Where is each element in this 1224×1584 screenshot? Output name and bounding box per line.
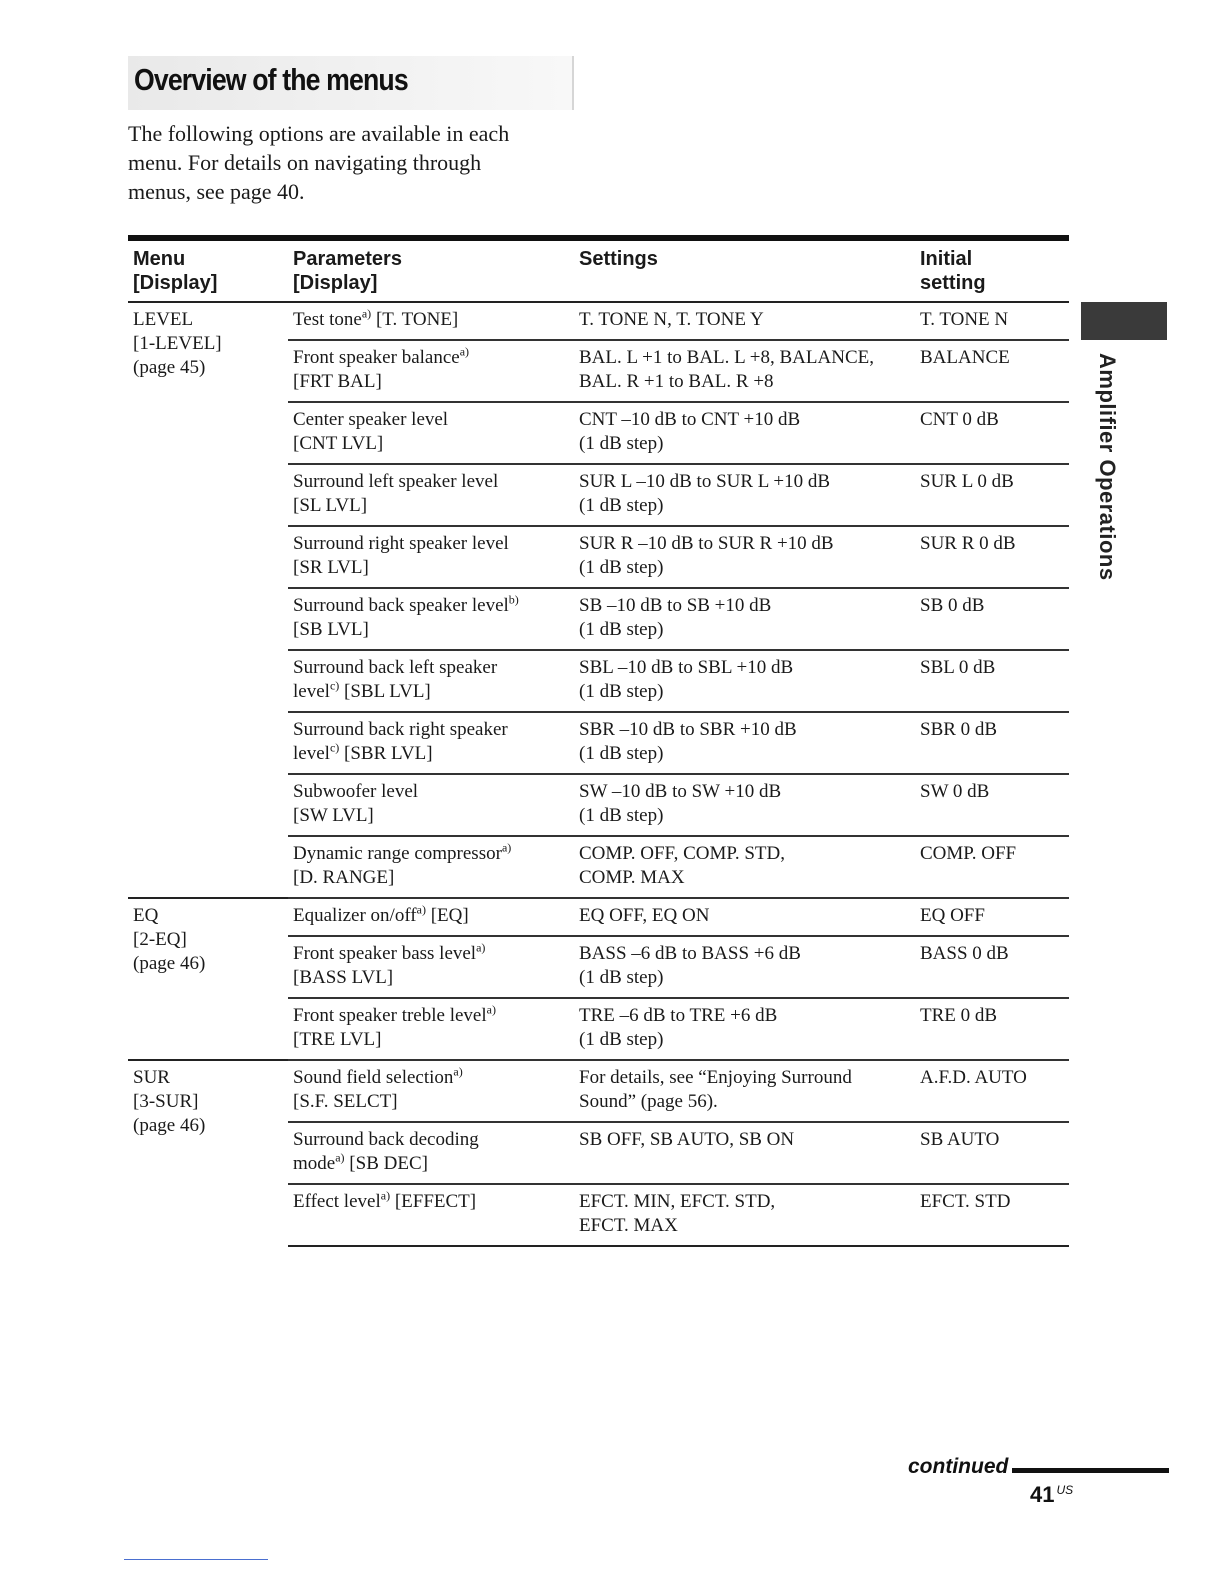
parameter-display: [S.F. SELCT]	[293, 1091, 398, 1112]
parameter-line-display: [SB DEC]	[344, 1153, 428, 1174]
parameter-line	[293, 1004, 568, 1028]
settings-cell	[574, 1184, 915, 1246]
parameter-display: [SB LVL]	[293, 619, 369, 640]
settings-line: (1 dB step)	[579, 681, 664, 702]
settings-line: EQ OFF, EQ ON	[579, 905, 710, 926]
parameter-cell	[288, 1122, 574, 1184]
parameter-line-text: Front speaker balance	[293, 347, 460, 368]
initial-setting-cell: SB 0 dB	[915, 588, 1069, 650]
settings-line: (1 dB step)	[579, 1029, 664, 1050]
parameter-display: [D. RANGE]	[293, 867, 395, 888]
menu-cell	[128, 898, 288, 1060]
footnote-marker: b)	[508, 592, 519, 607]
settings-line: COMP. MAX	[579, 867, 685, 888]
parameter-line-display: [EFFECT]	[390, 1191, 477, 1212]
footnote-marker: a)	[361, 306, 372, 321]
initial-setting-cell: A.F.D. AUTO	[915, 1060, 1069, 1122]
header-menu	[128, 238, 288, 302]
table-row	[128, 1060, 1069, 1122]
header-initial-line2: setting	[920, 272, 986, 294]
table-row	[128, 898, 1069, 936]
footnote-rule	[124, 1559, 268, 1560]
settings-cell	[574, 650, 915, 712]
section-tab-marker	[1081, 302, 1167, 340]
settings-cell	[574, 302, 915, 340]
header-settings-line1: Settings	[579, 248, 658, 270]
parameter-line	[293, 346, 568, 370]
parameter-line	[293, 1152, 568, 1176]
parameter-line-text: Surround back decoding	[293, 1129, 479, 1150]
parameter-line	[293, 718, 568, 742]
parameter-line	[293, 308, 568, 332]
initial-setting-cell: SUR L 0 dB	[915, 464, 1069, 526]
header-menu-line1: Menu	[133, 248, 186, 270]
settings-line: (1 dB step)	[579, 433, 664, 454]
settings-line: (1 dB step)	[579, 805, 664, 826]
section-side-label: Amplifier Operations	[1095, 353, 1120, 581]
parameter-cell	[288, 302, 574, 340]
parameter-cell	[288, 836, 574, 898]
parameter-cell	[288, 650, 574, 712]
parameter-line-text: Center speaker level	[293, 409, 449, 430]
footnote-marker: c)	[329, 678, 340, 693]
settings-cell	[574, 402, 915, 464]
parameter-line-text: Effect level	[293, 1191, 381, 1212]
table-row	[128, 302, 1069, 340]
settings-line: SB –10 dB to SB +10 dB	[579, 595, 772, 616]
parameter-line-text: Front speaker treble level	[293, 1005, 487, 1026]
settings-cell	[574, 898, 915, 936]
settings-line: SBL –10 dB to SBL +10 dB	[579, 657, 794, 678]
page-number-value: 41	[1030, 1482, 1055, 1507]
initial-setting-cell: BALANCE	[915, 340, 1069, 402]
parameter-cell	[288, 588, 574, 650]
parameter-line	[293, 594, 568, 618]
parameter-line-text: Surround back speaker level	[293, 595, 509, 616]
settings-cell	[574, 340, 915, 402]
settings-cell	[574, 588, 915, 650]
initial-setting-cell: COMP. OFF	[915, 836, 1069, 898]
parameter-cell	[288, 340, 574, 402]
parameter-line	[293, 680, 568, 704]
settings-line: CNT –10 dB to CNT +10 dB	[579, 409, 801, 430]
page-number-suffix: US	[1056, 1482, 1074, 1497]
initial-setting-cell: TRE 0 dB	[915, 998, 1069, 1060]
settings-cell	[574, 464, 915, 526]
settings-line: EFCT. MIN, EFCT. STD,	[579, 1191, 776, 1212]
page-number	[1030, 1482, 1073, 1508]
settings-line: SBR –10 dB to SBR +10 dB	[579, 719, 797, 740]
initial-setting-cell: EFCT. STD	[915, 1184, 1069, 1246]
parameter-cell	[288, 1060, 574, 1122]
settings-cell	[574, 936, 915, 998]
parameter-line-text: Sound field selection	[293, 1067, 454, 1088]
parameter-line	[293, 470, 568, 494]
parameter-line	[293, 1190, 568, 1214]
parameter-line	[293, 904, 568, 928]
menu-cell	[128, 302, 288, 898]
menu-group	[128, 1060, 1069, 1246]
header-parameters	[288, 238, 574, 302]
parameter-line	[293, 742, 568, 766]
settings-line: (1 dB step)	[579, 495, 664, 516]
menu-name-line: [3-SUR]	[133, 1091, 199, 1112]
header-parameters-line2: [Display]	[293, 272, 378, 294]
footnote-marker: a)	[416, 902, 426, 917]
initial-setting-cell: CNT 0 dB	[915, 402, 1069, 464]
intro-line: The following options are available in each	[128, 121, 510, 146]
settings-line: Sound” (page 56).	[579, 1091, 718, 1112]
settings-cell	[574, 1060, 915, 1122]
menu-name-line: (page 45)	[133, 357, 206, 378]
parameter-display: [SR LVL]	[293, 557, 369, 578]
initial-setting-cell: SBL 0 dB	[915, 650, 1069, 712]
settings-cell	[574, 774, 915, 836]
parameter-line-text: level	[293, 681, 330, 702]
footnote-marker: a)	[459, 344, 470, 359]
parameter-display: [SL LVL]	[293, 495, 368, 516]
parameter-line-text: Test tone	[293, 309, 362, 330]
intro-line: menus, see page 40.	[128, 179, 305, 204]
parameter-cell	[288, 464, 574, 526]
parameter-display: [TRE LVL]	[293, 1029, 382, 1050]
settings-line: (1 dB step)	[579, 619, 664, 640]
initial-setting-cell: SW 0 dB	[915, 774, 1069, 836]
settings-line: (1 dB step)	[579, 743, 664, 764]
footnote-marker: a)	[486, 1002, 496, 1017]
parameter-line-text: Surround back left speaker	[293, 657, 498, 678]
menu-name-line: SUR	[133, 1067, 170, 1088]
settings-line: EFCT. MAX	[579, 1215, 678, 1236]
parameter-line-text: mode	[293, 1153, 336, 1174]
parameter-line-text: Surround back right speaker	[293, 719, 508, 740]
parameter-cell	[288, 1184, 574, 1246]
footnote-marker: c)	[329, 740, 340, 755]
menu-name-line: EQ	[133, 905, 159, 926]
initial-setting-cell: SB AUTO	[915, 1122, 1069, 1184]
initial-setting-cell: T. TONE N	[915, 302, 1069, 340]
menu-name-line: (page 46)	[133, 1115, 206, 1136]
footnote-marker: a)	[453, 1064, 463, 1079]
parameter-line	[293, 408, 568, 432]
menu-name-line: LEVEL	[133, 309, 194, 330]
settings-line: SUR L –10 dB to SUR L +10 dB	[579, 471, 831, 492]
settings-line: COMP. OFF, COMP. STD,	[579, 843, 785, 864]
header-row	[128, 238, 1069, 302]
footnote-marker: a)	[380, 1188, 391, 1203]
parameter-line	[293, 1066, 568, 1090]
menu-name-line: [1-LEVEL]	[133, 333, 222, 354]
settings-cell	[574, 526, 915, 588]
parameter-line-display: [T. TONE]	[371, 309, 459, 330]
continued-rule	[1012, 1468, 1169, 1473]
parameter-cell	[288, 998, 574, 1060]
parameter-cell	[288, 898, 574, 936]
initial-setting-cell: SBR 0 dB	[915, 712, 1069, 774]
footnote-marker: a)	[501, 840, 512, 855]
parameter-line-display: [SBR LVL]	[339, 743, 433, 764]
settings-line: (1 dB step)	[579, 557, 664, 578]
menu-cell	[128, 1060, 288, 1246]
settings-cell	[574, 712, 915, 774]
parameter-display: [FRT BAL]	[293, 371, 382, 392]
page-title: Overview of the menus	[134, 62, 408, 97]
parameter-cell	[288, 712, 574, 774]
parameter-line	[293, 1128, 568, 1152]
parameter-line-text: Equalizer on/off	[293, 905, 417, 926]
continued-label: continued	[908, 1455, 1009, 1478]
parameter-line-text: Surround left speaker level	[293, 471, 499, 492]
parameter-line	[293, 532, 568, 556]
menu-name-line: [2-EQ]	[133, 929, 187, 950]
settings-line: T. TONE N, T. TONE Y	[579, 309, 764, 330]
intro-line: menu. For details on navigating through	[128, 150, 482, 175]
initial-setting-cell: SUR R 0 dB	[915, 526, 1069, 588]
header-initial-line1: Initial	[920, 248, 973, 270]
parameter-line-display: [SBL LVL]	[339, 681, 431, 702]
parameter-line	[293, 656, 568, 680]
footnote-marker: a)	[476, 940, 486, 955]
menu-group	[128, 302, 1069, 898]
parameter-line-text: level	[293, 743, 330, 764]
footnote-marker: a)	[335, 1150, 345, 1165]
header-parameters-line1: Parameters	[293, 248, 402, 270]
parameter-line-text: Surround right speaker level	[293, 533, 509, 554]
parameter-line	[293, 942, 568, 966]
settings-line: SUR R –10 dB to SUR R +10 dB	[579, 533, 834, 554]
settings-line: SW –10 dB to SW +10 dB	[579, 781, 782, 802]
parameter-line-text: Dynamic range compressor	[293, 843, 502, 864]
settings-cell	[574, 836, 915, 898]
settings-line: TRE –6 dB to TRE +6 dB	[579, 1005, 778, 1026]
menu-group	[128, 898, 1069, 1060]
header-settings	[574, 238, 915, 302]
parameter-cell	[288, 526, 574, 588]
parameter-cell	[288, 774, 574, 836]
menu-name-line: (page 46)	[133, 953, 206, 974]
parameter-cell	[288, 402, 574, 464]
parameter-line	[293, 780, 568, 804]
parameter-line-display: [EQ]	[425, 905, 469, 926]
settings-line: (1 dB step)	[579, 967, 664, 988]
parameter-line-text: Front speaker bass level	[293, 943, 477, 964]
settings-line: SB OFF, SB AUTO, SB ON	[579, 1129, 795, 1150]
initial-setting-cell: EQ OFF	[915, 898, 1069, 936]
parameter-line	[293, 842, 568, 866]
parameter-display: [SW LVL]	[293, 805, 374, 826]
settings-line: BAL. R +1 to BAL. R +8	[579, 371, 774, 392]
settings-line: BASS –6 dB to BASS +6 dB	[579, 943, 801, 964]
parameter-display: [BASS LVL]	[293, 967, 394, 988]
parameter-line-text: Subwoofer level	[293, 781, 419, 802]
header-initial	[915, 238, 1069, 302]
initial-setting-cell: BASS 0 dB	[915, 936, 1069, 998]
header-menu-line2: [Display]	[133, 272, 218, 294]
parameter-display: [CNT LVL]	[293, 433, 384, 454]
parameter-cell	[288, 936, 574, 998]
settings-line: For details, see “Enjoying Surround	[579, 1067, 852, 1088]
table-header	[128, 238, 1069, 302]
settings-cell	[574, 1122, 915, 1184]
settings-line: BAL. L +1 to BAL. L +8, BALANCE,	[579, 347, 874, 368]
menu-overview-table	[128, 235, 1069, 1247]
settings-cell	[574, 998, 915, 1060]
intro-paragraph	[128, 119, 588, 206]
